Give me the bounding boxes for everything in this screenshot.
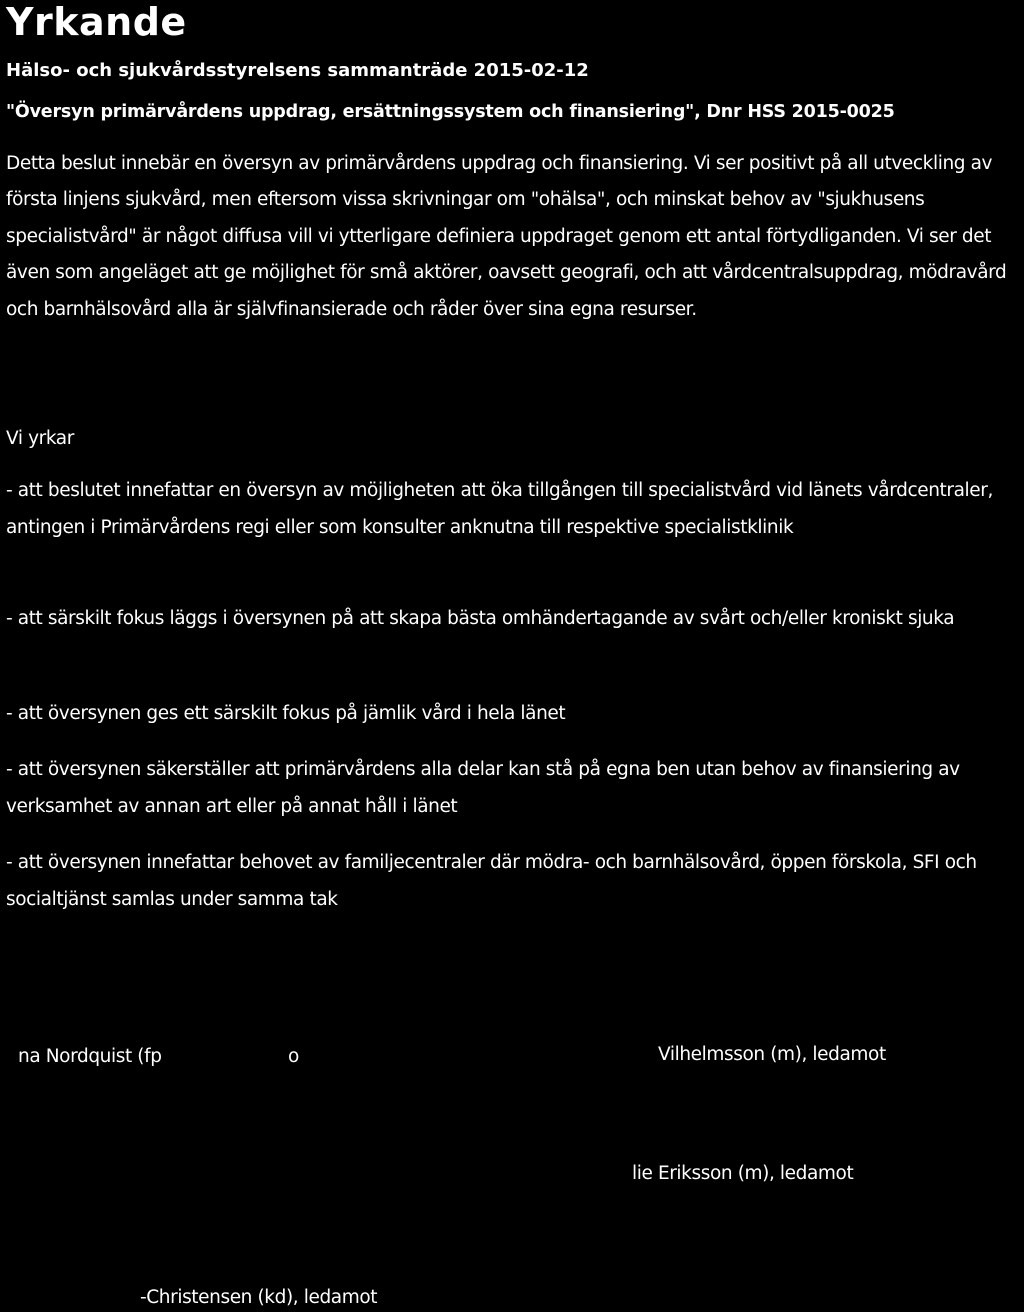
signatory-5: -Christensen (kd), ledamot bbox=[140, 1287, 378, 1308]
demand-item-1: - att beslutet innefattar en översyn av möjligheten att öka tillgången till specialistvård vid länets vårdcentraler, antingen i Primärvårdens regi eller som konsulter anknutna till respektive specialistklinik bbox=[6, 480, 993, 538]
document-title: Yrkande bbox=[6, 0, 187, 44]
signatory-3: Vilhelmsson (m), ledamot bbox=[658, 1044, 886, 1065]
demand-item-2: - att särskilt fokus läggs i översynen på att skapa bästa omhändertagande av svårt och/eller kroniskt sjuka bbox=[6, 608, 955, 629]
meeting-line: Hälso- och sjukvårdsstyrelsens sammanträde 2015-02-12 bbox=[6, 60, 589, 81]
signatory-2: o bbox=[288, 1046, 299, 1067]
signatory-4: lie Eriksson (m), ledamot bbox=[632, 1163, 854, 1184]
demand-intro: Vi yrkar bbox=[6, 428, 74, 449]
demand-item-5: - att översynen innefattar behovet av familjecentraler där mödra- och barnhälsovård, öppen förskola, SFI och socialtjänst samlas under samma tak bbox=[6, 852, 977, 910]
demand-item-3: - att översynen ges ett särskilt fokus på jämlik vård i hela länet bbox=[6, 703, 566, 724]
subject-line: "Översyn primärvårdens uppdrag, ersättningssystem och finansiering", Dnr HSS 2015-0025 bbox=[6, 102, 895, 122]
demand-item-4: - att översynen säkerställer att primärvårdens alla delar kan stå på egna ben utan behov av finansiering av verksamhet av annan art eller på annat håll i länet bbox=[6, 759, 960, 817]
signatory-1: na Nordquist (fp bbox=[18, 1046, 162, 1067]
intro-paragraph: Detta beslut innebär en översyn av primärvårdens uppdrag och finansiering. Vi ser positivt på all utveckling av första linjens sjukvård, men eftersom vissa skrivningar om "ohälsa", och minskat behov av "sjukhusens specialistvård" är något diffusa vill vi ytterligare definiera uppdraget genom ett antal förtydliganden. Vi ser det även som angeläget att ge möjlighet för små aktörer, oavsett geografi, och att vårdcentralsuppdrag, mödravård och barnhälsovård alla är självfinansierade och råder över sina egna resurser. bbox=[6, 153, 1007, 320]
